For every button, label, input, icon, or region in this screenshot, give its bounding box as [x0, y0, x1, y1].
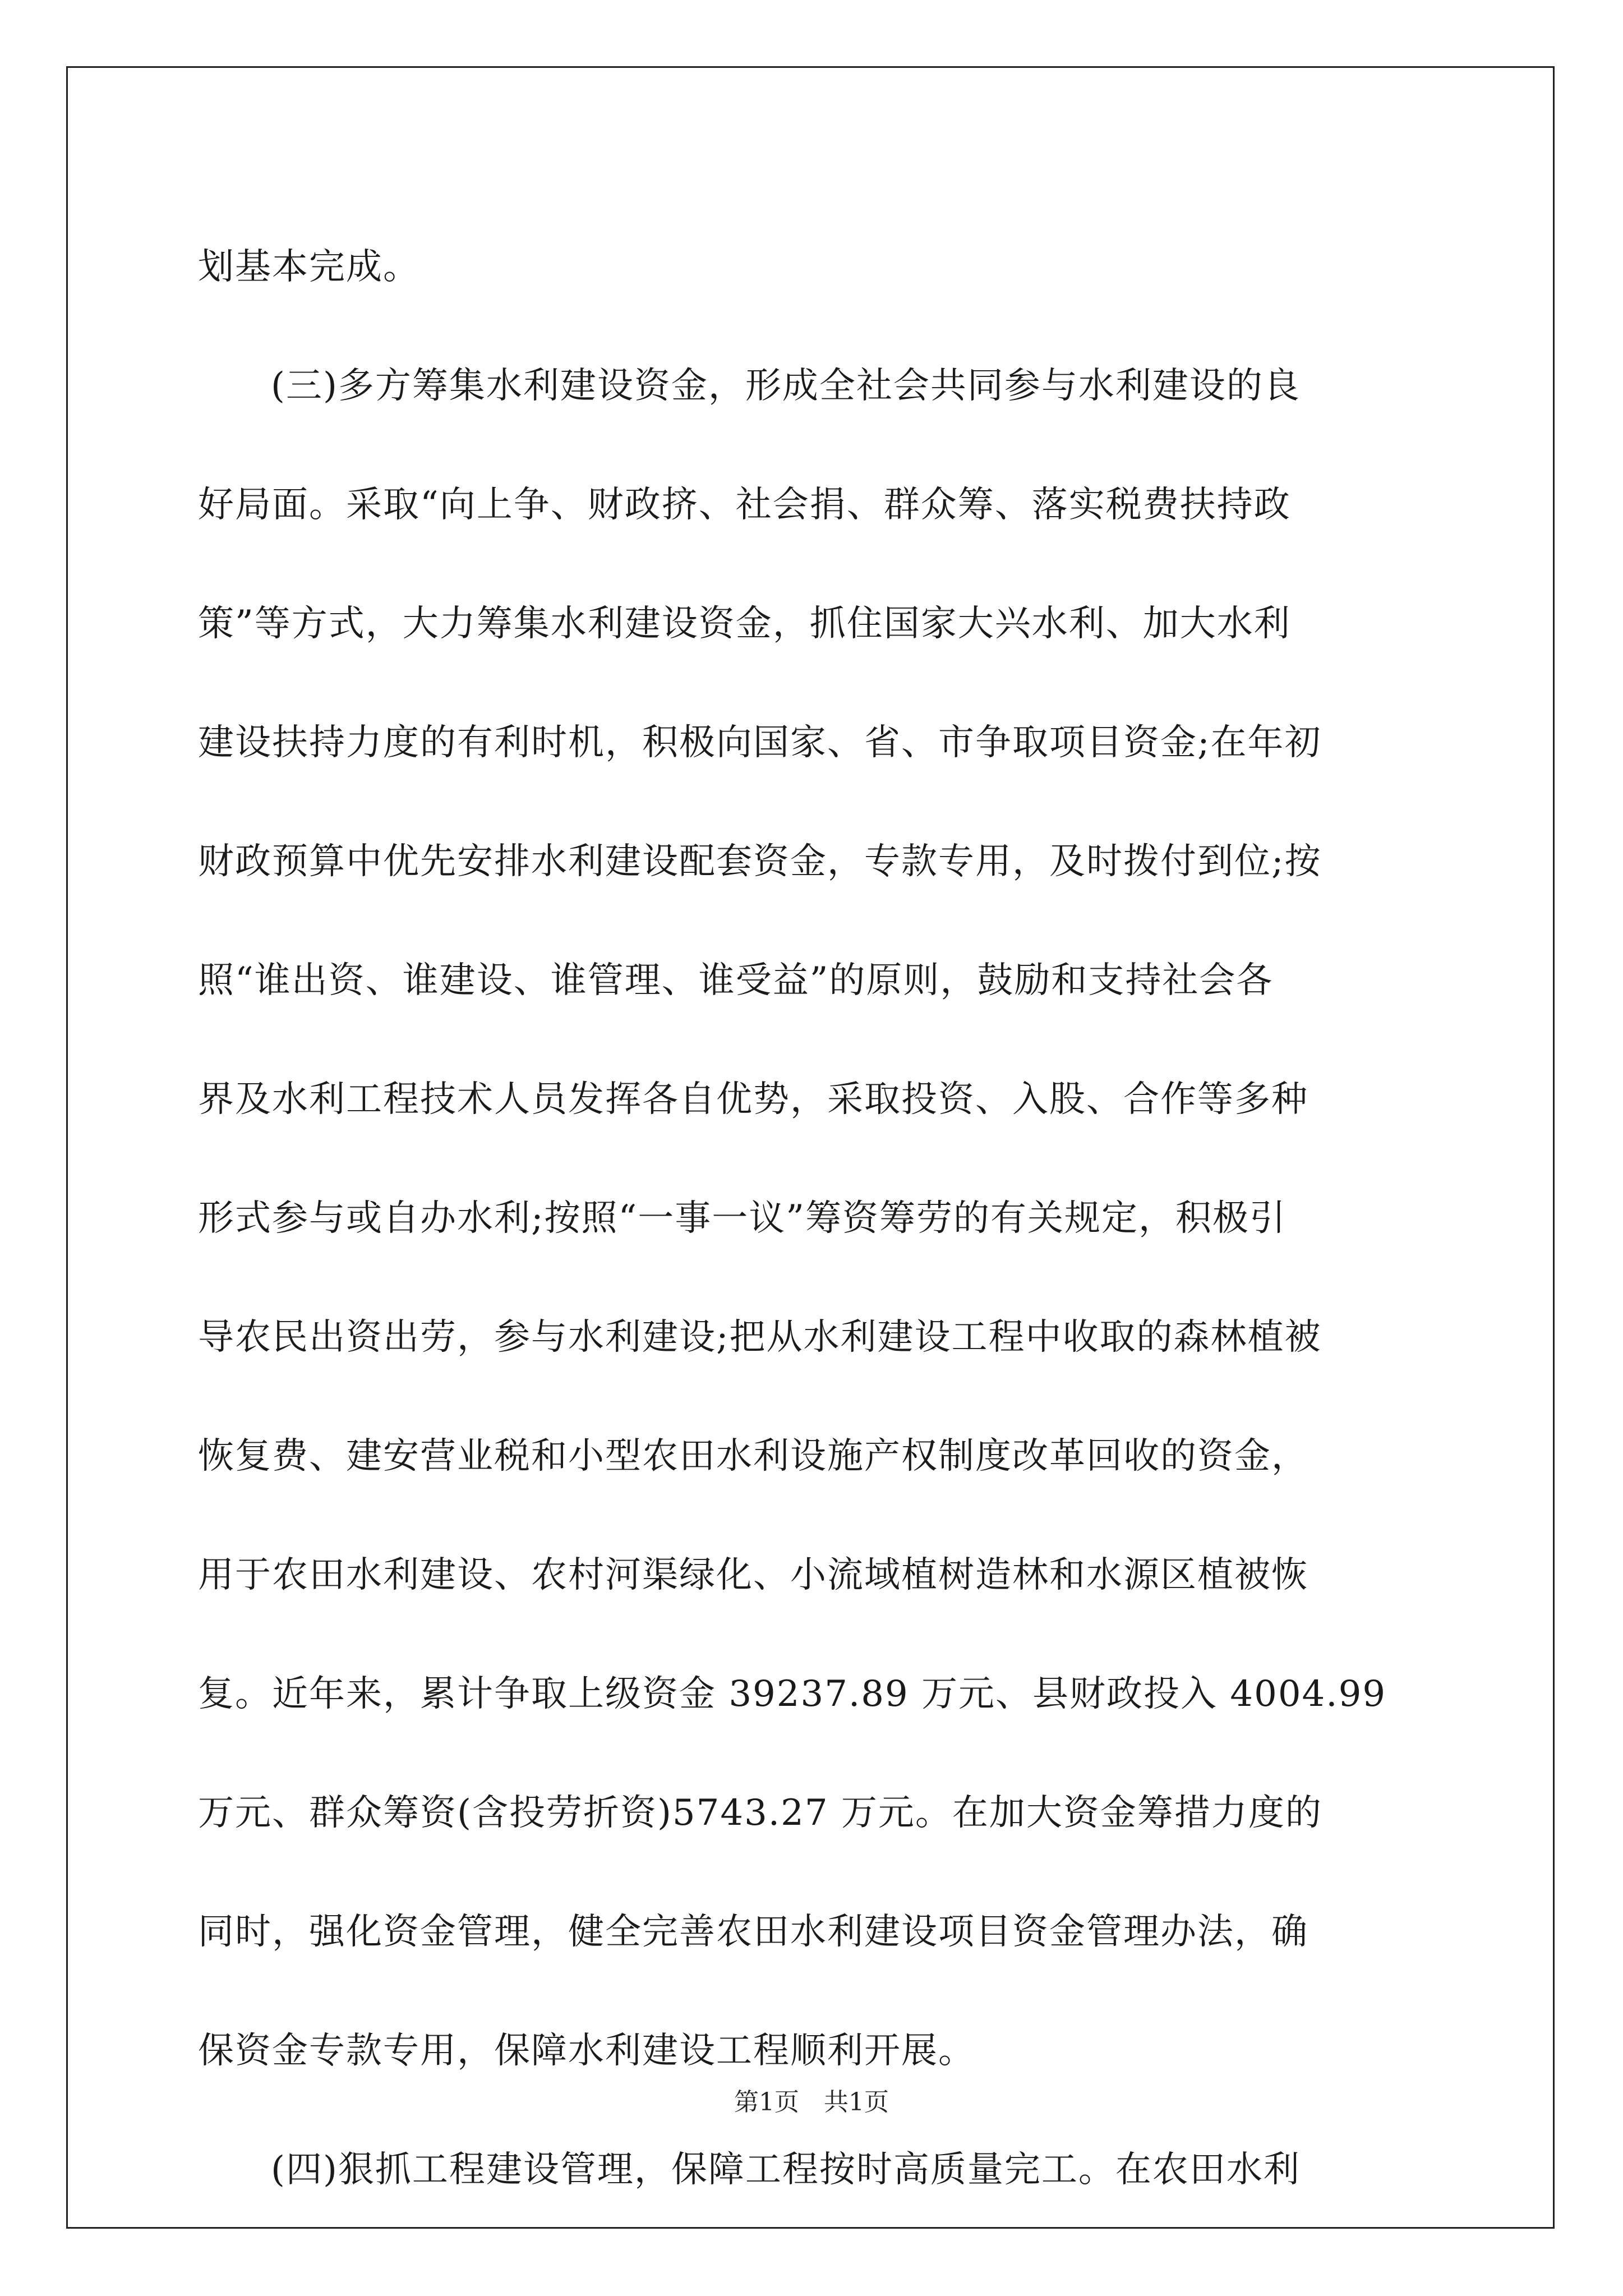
text-line: 导农民出资出劳，参与水利建设;把从水利建设工程中收取的森林植被: [198, 1317, 1322, 1358]
text-line: 好局面。采取“向上争、财政挤、社会捐、群众筹、落实税费扶持政: [198, 484, 1291, 526]
text-line: 界及水利工程技术人员发挥各自优势，采取投资、入股、合作等多种: [198, 1079, 1308, 1120]
text-line: 恢复费、建安营业税和小型农田水利设施产权制度改革回收的资金，: [198, 1435, 1308, 1477]
page-number-footer: 第1页 共1页: [734, 2088, 889, 2116]
text-line: 财政预算中优先安排水利建设配套资金，专款专用，及时拨付到位;按: [198, 841, 1322, 882]
text-line: 用于农田水利建设、农村河渠绿化、小流域植树造林和水源区植被恢: [198, 1554, 1308, 1596]
text-line: 万元、群众筹资(含投劳折资)5743.27 万元。在加大资金筹措力度的: [198, 1792, 1322, 1834]
text-line: 策”等方式，大力筹集水利建设资金，抓住国家大兴水利、加大水利: [198, 603, 1291, 645]
document-body: [198, 208, 1426, 2229]
text-line: 照“谁出资、谁建设、谁管理、谁受益”的原则，鼓励和支持社会各: [198, 960, 1274, 1001]
text-line: 划基本完成。: [198, 246, 420, 288]
text-line: 同时，强化资金管理，健全完善农田水利建设项目资金管理办法，确: [198, 1911, 1308, 1953]
text-line: 复。近年来，累计争取上级资金 39237.89 万元、县财政投入 4004.99: [198, 1673, 1387, 1715]
text-line: 保资金专款专用，保障水利建设工程顺利开展。: [198, 2030, 975, 2072]
paragraph-heading-line: (三)多方筹集水利建设资金，形成全社会共同参与水利建设的良: [271, 365, 1301, 407]
text-line: 形式参与或自办水利;按照“一事一议”筹资筹劳的有关规定，积极引: [198, 1198, 1287, 1239]
text-line: 建设扶持力度的有利时机，积极向国家、省、市争取项目资金;在年初: [198, 722, 1322, 763]
paragraph-heading-line: (四)狠抓工程建设管理，保障工程按时高质量完工。在农田水利: [271, 2149, 1301, 2191]
